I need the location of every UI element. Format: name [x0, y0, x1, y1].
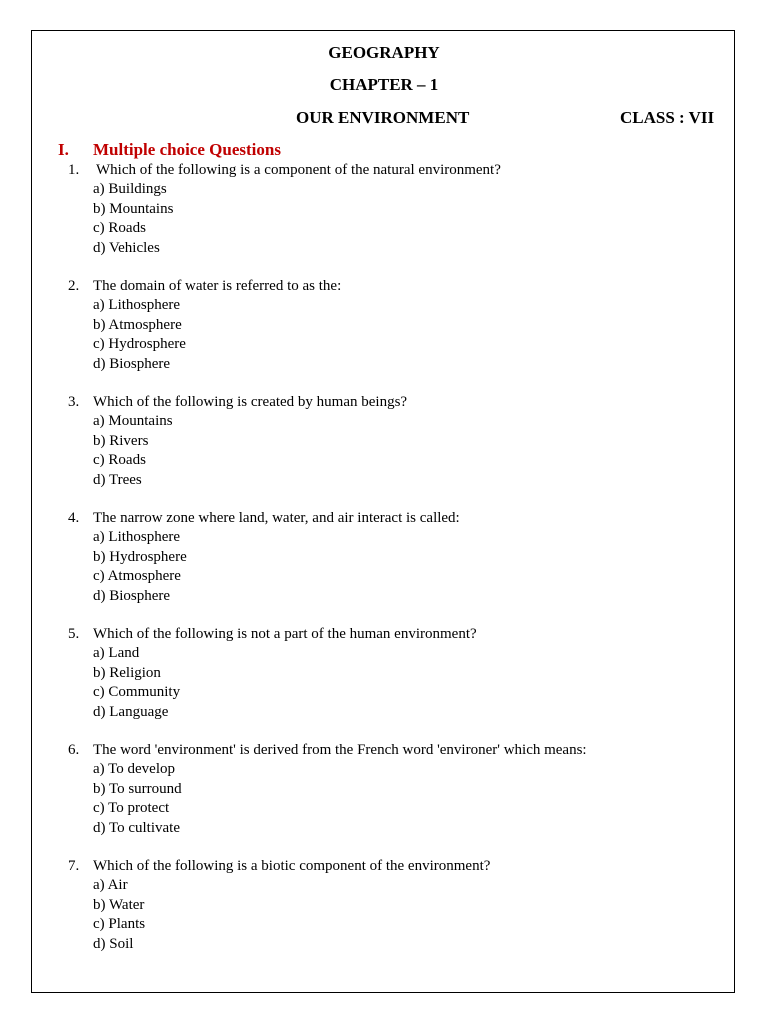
question-number: 4. — [68, 510, 80, 526]
option: c) Plants — [93, 916, 146, 933]
chapter-title: OUR ENVIRONMENT — [296, 108, 470, 127]
option: d) Biosphere — [93, 355, 171, 372]
subject-heading: GEOGRAPHY — [328, 43, 440, 62]
option: a) Buildings — [93, 181, 167, 198]
chapter-heading: CHAPTER – 1 — [329, 75, 439, 94]
option: a) Lithosphere — [93, 529, 181, 546]
option: a) To develop — [93, 761, 175, 778]
option: c) Roads — [93, 220, 146, 237]
option: d) Soil — [93, 935, 134, 952]
option: b) Atmosphere — [93, 316, 182, 333]
option: b) To surround — [93, 780, 182, 797]
question-text: Which of the following is not a part of the human environment? — [93, 626, 477, 642]
question-number: 1. — [68, 162, 80, 178]
option: d) Trees — [93, 471, 142, 488]
option: d) Language — [93, 703, 169, 720]
question-text: Which of the following is a biotic component of the environment? — [93, 858, 491, 874]
question-number: 2. — [68, 278, 80, 294]
section-title: Multiple choice Questions — [93, 140, 281, 159]
option: b) Hydrosphere — [93, 548, 187, 565]
question-number: 5. — [68, 626, 80, 642]
option: d) To cultivate — [93, 819, 180, 836]
question-text: Which of the following is created by human beings? — [93, 394, 408, 410]
section-number: I. — [58, 140, 69, 159]
question-text: Which of the following is a component of the natural environment? — [96, 162, 501, 178]
option: c) Roads — [93, 452, 146, 469]
question-text: The narrow zone where land, water, and air interact is called: — [93, 510, 460, 526]
option: a) Air — [93, 877, 128, 894]
option: c) To protect — [93, 800, 170, 817]
question-text: The domain of water is referred to as the: — [93, 278, 342, 294]
option: b) Mountains — [93, 200, 174, 217]
class-label: CLASS : VII — [620, 108, 715, 127]
option: a) Land — [93, 645, 140, 662]
question-text: The word 'environment' is derived from the French word 'environer' which means: — [93, 742, 587, 758]
option: d) Biosphere — [93, 587, 171, 604]
option: c) Atmosphere — [93, 568, 181, 585]
option: c) Hydrosphere — [93, 336, 186, 353]
question-number: 3. — [68, 394, 80, 410]
question-number: 6. — [68, 742, 80, 758]
option: b) Religion — [93, 664, 161, 681]
section-heading — [58, 140, 281, 160]
option: a) Lithosphere — [93, 297, 181, 314]
option: c) Community — [93, 684, 181, 701]
option: b) Rivers — [93, 432, 149, 449]
option: b) Water — [93, 896, 145, 913]
option: a) Mountains — [93, 413, 173, 430]
option: d) Vehicles — [93, 239, 160, 256]
question-number: 7. — [68, 858, 80, 874]
